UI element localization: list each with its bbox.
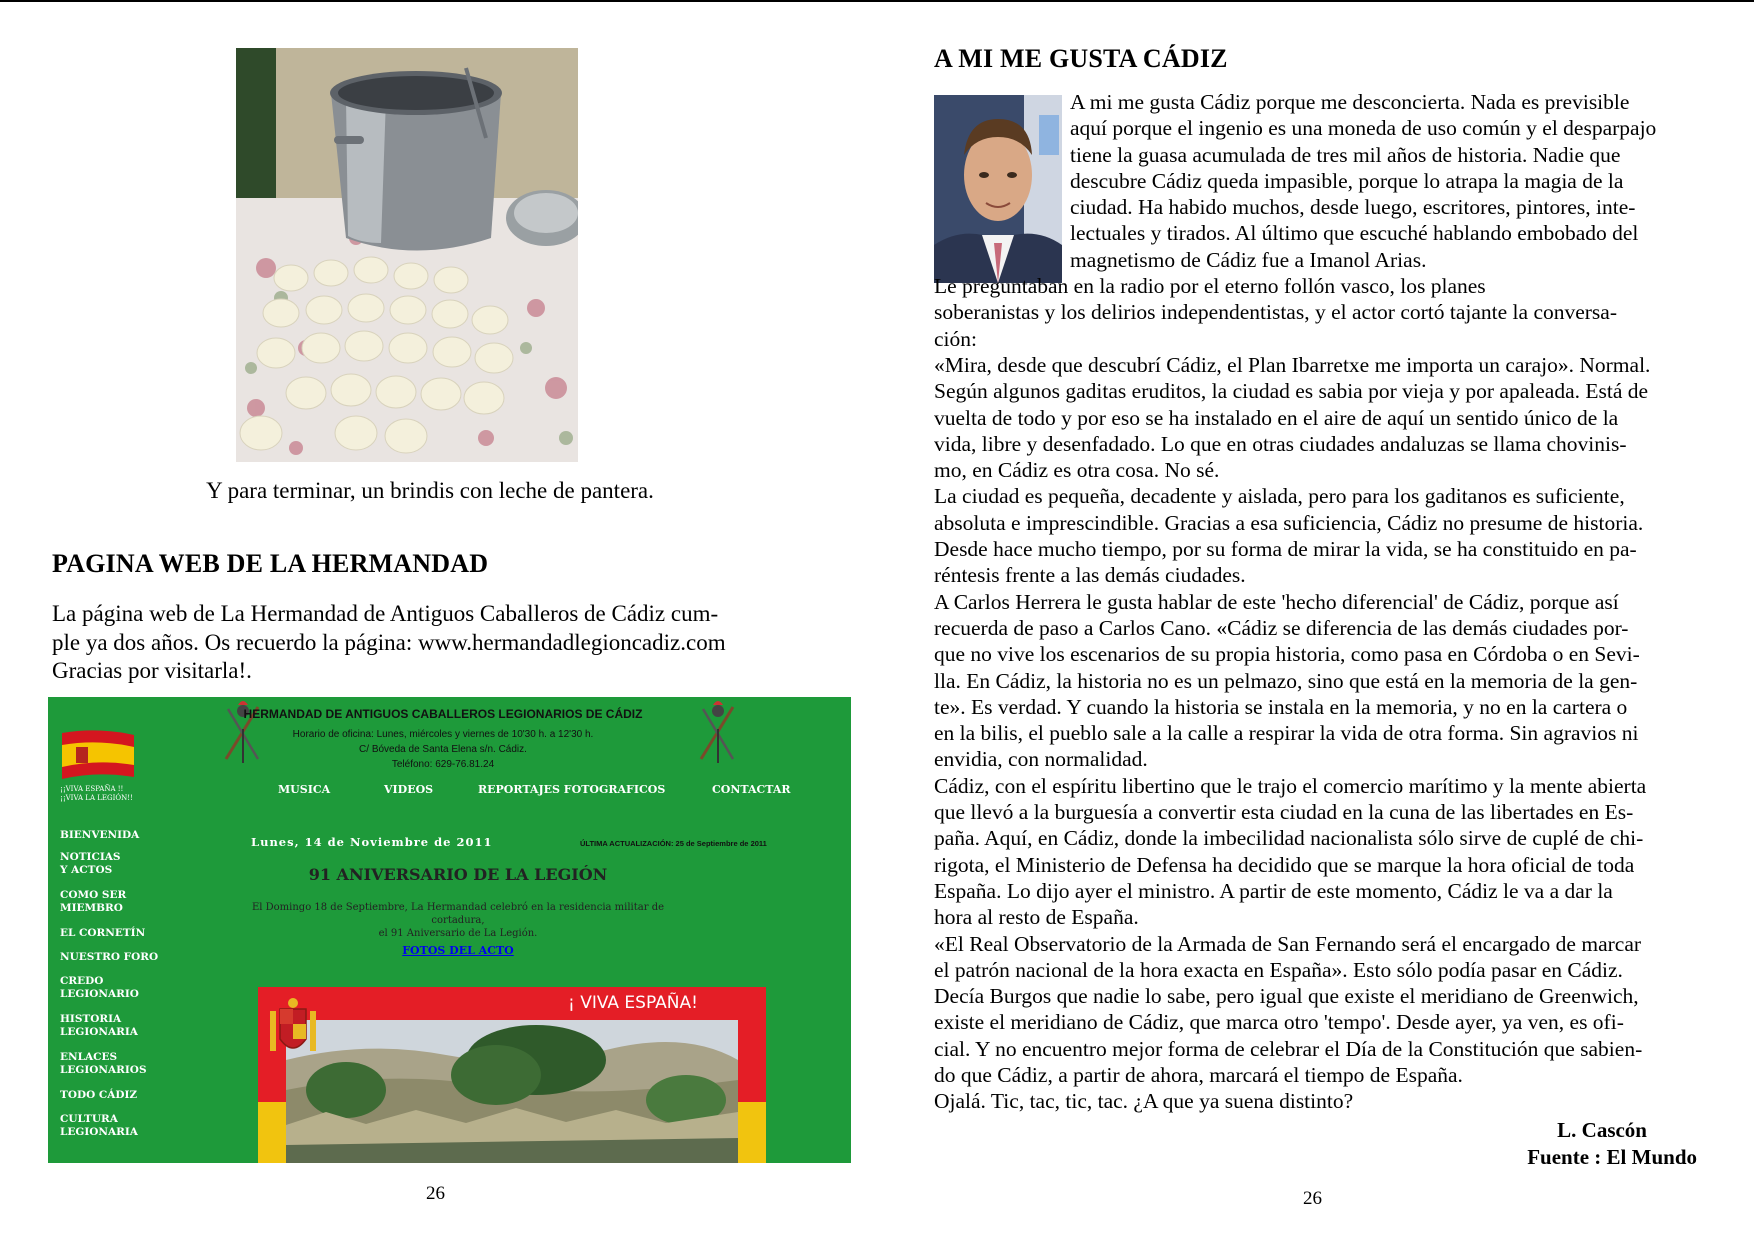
article-line: paña. Aquí, en Cádiz, donde la imbecilidad nacionalista sólo sirve de cuplé de chi- bbox=[934, 826, 1644, 851]
article-line: Cádiz, con el espíritu libertino que le trajo el comercio marítimo y la mente abierta bbox=[934, 773, 1647, 798]
article-line: Desde hace mucho tiempo, por su forma de mirar la vida, se ha constituido en pa- bbox=[934, 537, 1637, 562]
article-line: que llevó a la burguesía a convertir esta ciudad en la cuna de las libertades en Es- bbox=[934, 800, 1634, 825]
article-line: «Mira, desde que descubrí Cádiz, el Plan Ibarretxe me importa un carajo». Normal. bbox=[934, 352, 1651, 377]
photo-caption: Y para terminar, un brindis con leche de pantera. bbox=[206, 478, 654, 503]
menu-item-reportajes[interactable]: REPORTAJES FOTOGRAFICOS bbox=[478, 783, 666, 796]
spain-flag-icon bbox=[60, 729, 136, 781]
article-line: La ciudad es pequeña, decadente y aislada, pero para los gaditanos es suficiente, bbox=[934, 484, 1625, 509]
anniversary-text: El Domingo 18 de Septiembre, La Hermandad celebró en la residencia militar de cortadura, el 91 Aniversario de La Legión. bbox=[251, 902, 665, 939]
page-number-right: 26 bbox=[1303, 1188, 1322, 1209]
website-paragraph bbox=[52, 600, 802, 686]
sidebar-item[interactable]: ENLACES LEGIONARIOS bbox=[60, 1051, 147, 1076]
article-line: recuerda de paso a Carlos Cano. «Cádiz se diferencia de las demás ciudades por- bbox=[934, 615, 1629, 640]
paragraph-line: La página web de La Hermandad de Antiguos Caballeros de Cádiz cum- bbox=[52, 601, 719, 626]
menu-item-musica[interactable]: MUSICA bbox=[278, 783, 331, 796]
article-line: lla. En Cádiz, la historia no es un pelmazo, sino que está en la memoria de la gen- bbox=[934, 668, 1638, 693]
article-line: el patrón nacional de la hora exacta en España». Esto sólo podía pasar en Cádiz. bbox=[934, 957, 1623, 982]
page-number-left: 26 bbox=[426, 1183, 445, 1204]
article-line: Le preguntaban en la radio por el eterno follón vasco, los planes bbox=[934, 274, 1486, 299]
author-name: L. Cascón bbox=[1557, 1118, 1647, 1142]
article-line: Decía Burgos que nadie lo sabe, pero igual que existe el meridiano de Greenwich, bbox=[934, 984, 1639, 1009]
banner-text: ¡ VIVA ESPAÑA! bbox=[568, 993, 698, 1013]
article-line: mo, en Cádiz es otra cosa. No sé. bbox=[934, 458, 1220, 483]
article-line: en la bilis, el pueblo sale a la calle a respirar la vida de otra forma. Sin agravios ni bbox=[934, 721, 1639, 746]
flag-yellow-stripe bbox=[738, 1102, 766, 1163]
article-line: absoluta e imprescindible. Gracias a esa suficiencia, Cádiz no presume de historia. bbox=[934, 510, 1644, 535]
article-line: te». Es verdad. Y cuando la historia se instala en la memoria, y no en la cartera o bbox=[934, 694, 1628, 719]
sidebar-item[interactable]: CULTURA LEGIONARIA bbox=[60, 1113, 138, 1138]
sidebar-item[interactable]: NUESTRO FORO bbox=[60, 951, 159, 963]
site-date: Lunes, 14 de Noviembre de 2011 bbox=[251, 835, 493, 849]
article-signature bbox=[1527, 1117, 1697, 1171]
menu-item-contactar[interactable]: CONTACTAR bbox=[712, 783, 791, 796]
article-line: envidia, con normalidad. bbox=[934, 747, 1148, 772]
article-line: réntesis frente a las demás ciudades. bbox=[934, 563, 1246, 588]
site-contact-info: Horario de oficina: Lunes, miércoles y viernes de 10'30 h. a 12'30 h. C/ Bóveda de Santa Elena s/n. Cádiz. Teléfono: 629-76.81.24 bbox=[292, 729, 594, 770]
sidebar-item[interactable]: CREDO LEGIONARIO bbox=[60, 975, 139, 1000]
article-line: existe el meridiano de Cádiz, que marca otro 'tempo'. Desde ayer, ya ven, es ofi- bbox=[934, 1010, 1624, 1035]
article-line: ciudad. Ha habido muchos, desde luego, escritores, pintores, inte- bbox=[1070, 195, 1636, 220]
sidebar-item[interactable]: NOTICIAS Y ACTOS bbox=[60, 851, 121, 876]
article-line: lectuales y tirados. Al último que escuché hablando embobado del bbox=[1070, 221, 1639, 246]
article-line: tiene la guasa acumulada de tres mil años de historia. Nadie que bbox=[1070, 142, 1621, 167]
coat-of-arms-icon bbox=[268, 995, 318, 1063]
viva-espana-banner bbox=[258, 987, 766, 1163]
article-line: soberanistas y los delirios independentistas, y el actor cortó tajante la conversa- bbox=[934, 300, 1618, 325]
article-body bbox=[934, 89, 1696, 1115]
site-title: HERMANDAD DE ANTIGUOS CABALLEROS LEGIONARIOS DE CÁDIZ bbox=[243, 707, 643, 721]
article-line: cial. Y no encuentro mejor forma de celebrar el Día de la Constitución que sabien- bbox=[934, 1036, 1643, 1061]
website-screenshot bbox=[48, 697, 851, 1163]
article-line: aquí porque el ingenio es una moneda de uso común y el desparpajo bbox=[1070, 116, 1657, 141]
sidebar-item[interactable]: BIENVENIDA bbox=[60, 829, 140, 841]
section-heading: PAGINA WEB DE LA HERMANDAD bbox=[52, 549, 489, 578]
flag-yellow-stripe bbox=[258, 1102, 286, 1163]
article-line: A Carlos Herrera le gusta hablar de este 'hecho diferencial' de Cádiz, porque así bbox=[934, 589, 1619, 614]
viva-text: ¡¡VIVA ESPAÑA !! ¡¡VIVA LA LEGIÓN!! bbox=[60, 785, 133, 802]
source-credit: Fuente : El Mundo bbox=[1527, 1145, 1697, 1169]
sidebar-item[interactable]: EL CORNETÍN bbox=[60, 927, 146, 939]
paragraph-line: Gracias por visitarla!. bbox=[52, 658, 252, 683]
article-heading: A MI ME GUSTA CÁDIZ bbox=[934, 44, 1228, 73]
article-line: hora al resto de España. bbox=[934, 905, 1139, 930]
article-line: Según algunos gaditas eruditos, la ciudad es sabia por vieja y por apaleada. Está de bbox=[934, 379, 1649, 404]
article-line: vuelta de todo y por eso se ha instalado en el aire de aquí un sentido único de la bbox=[934, 405, 1619, 430]
article-line: vida, libre y desenfadado. Lo que en otras ciudades andaluzas se llama chovinis- bbox=[934, 431, 1627, 456]
sidebar-item[interactable]: TODO CÁDIZ bbox=[60, 1089, 138, 1101]
article-line: Ojalá. Tic, tac, tic, tac. ¿A que ya suena distinto? bbox=[934, 1089, 1354, 1114]
legion-emblem-icon bbox=[693, 699, 743, 765]
site-last-update: ÚLTIMA ACTUALIZACIÓN: 25 de Septiembre de 2011 bbox=[580, 839, 767, 848]
paragraph-line: ple ya dos años. Os recuerdo la página: www.hermandadlegioncadiz.com bbox=[52, 629, 726, 655]
sidebar-item[interactable]: COMO SER MIEMBRO bbox=[60, 889, 127, 914]
sidebar-item[interactable]: HISTORIA LEGIONARIA bbox=[60, 1013, 138, 1038]
article-line: descubre Cádiz queda impasible, porque lo atrapa la magia de la bbox=[1070, 168, 1624, 193]
article-line: rigota, el Ministerio de Defensa ha decidido que se marque la hora oficial de toda bbox=[934, 852, 1635, 877]
article-line: «El Real Observatorio de la Armada de San Fernando será el encargado de marcar bbox=[934, 931, 1642, 956]
anniversary-title: 91 ANIVERSARIO DE LA LEGIÓN bbox=[308, 865, 608, 884]
top-border bbox=[0, 0, 1754, 2]
article-line: España. Lo dijo ayer el ministro. A partir de este momento, Cádiz le va a dar la bbox=[934, 878, 1613, 903]
article-line: ción: bbox=[934, 326, 977, 351]
article-line: que no vive los escenarios de su propia historia, como pasa en Córdoba o en Sevi- bbox=[934, 642, 1640, 667]
article-line: magnetismo de Cádiz fue a Imanol Arias. bbox=[1070, 247, 1427, 272]
menu-item-videos[interactable]: VIDEOS bbox=[384, 783, 434, 796]
photos-link[interactable]: FOTOS DEL ACTO bbox=[402, 944, 514, 957]
ceremony-photo bbox=[286, 1020, 738, 1163]
article-line: do que Cádiz, a partir de ahora, marcará el tiempo de España. bbox=[934, 1062, 1463, 1087]
article-line: A mi me gusta Cádiz porque me desconcierta. Nada es previsible bbox=[1070, 90, 1630, 114]
photo-pot-and-glasses bbox=[236, 48, 578, 462]
